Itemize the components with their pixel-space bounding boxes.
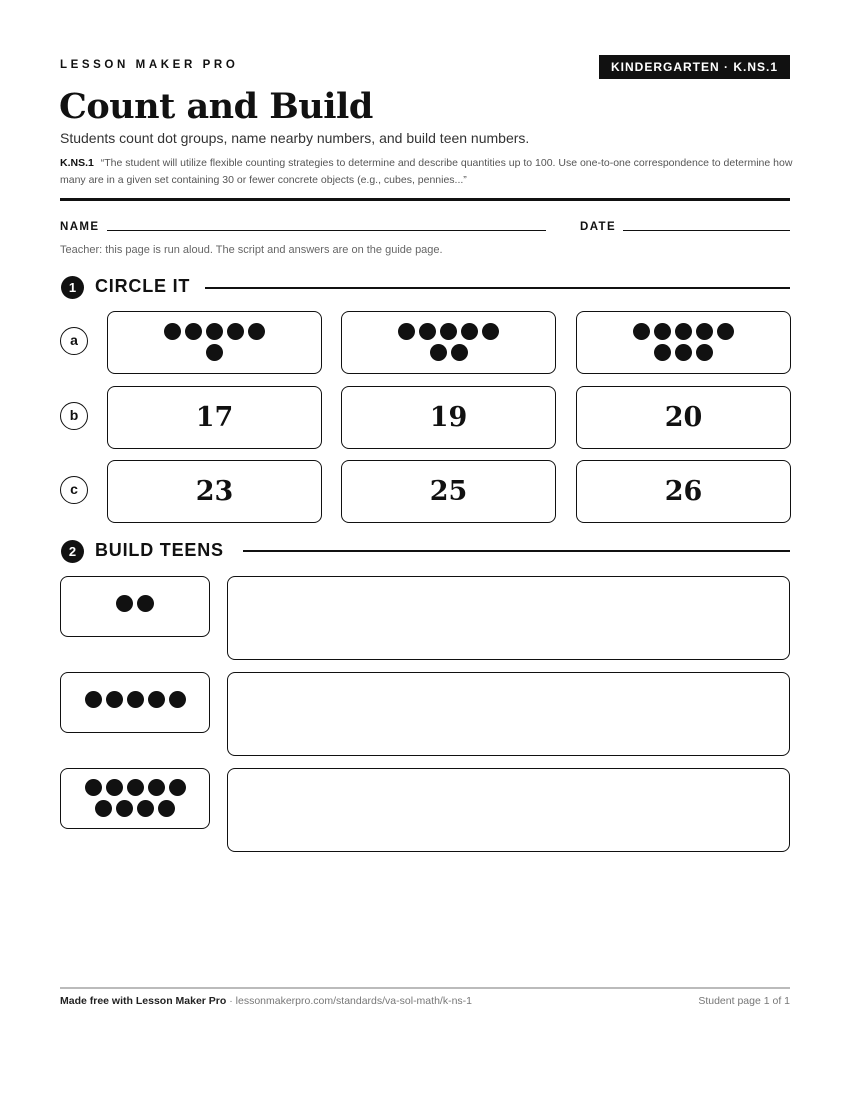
number-card[interactable] bbox=[107, 460, 322, 523]
dot bbox=[106, 691, 123, 708]
number-card[interactable] bbox=[576, 460, 791, 523]
dot bbox=[95, 800, 112, 817]
number-value: 17 bbox=[195, 402, 234, 433]
dot bbox=[148, 691, 165, 708]
dot-row bbox=[577, 344, 790, 361]
dot bbox=[248, 323, 265, 340]
teen-dot-card bbox=[60, 672, 210, 733]
row-letter-a: a bbox=[60, 327, 88, 355]
number-value: 26 bbox=[664, 476, 703, 507]
dot bbox=[158, 800, 175, 817]
teen-answer-box[interactable] bbox=[227, 672, 790, 756]
dot-card[interactable] bbox=[341, 311, 556, 374]
standard-text: “The student will utilize flexible counting strategies to determine and describe quantities up to 100. Use one-to-one correspondence to determine how many are in a given set containing 30 or fewer concrete objects (e.g., cubes, pennies...” bbox=[60, 157, 793, 186]
dot bbox=[137, 595, 154, 612]
number-card[interactable] bbox=[107, 386, 322, 449]
number-value: 19 bbox=[429, 402, 468, 433]
dot-card[interactable] bbox=[107, 311, 322, 374]
number-card[interactable] bbox=[576, 386, 791, 449]
dot bbox=[430, 344, 447, 361]
number-value: 25 bbox=[429, 476, 468, 507]
dot bbox=[169, 779, 186, 796]
dot bbox=[227, 323, 244, 340]
dot bbox=[127, 691, 144, 708]
dot-row bbox=[61, 779, 209, 796]
dot bbox=[717, 323, 734, 340]
dot bbox=[696, 344, 713, 361]
number-value: 23 bbox=[195, 476, 234, 507]
dot bbox=[116, 595, 133, 612]
grade-badge: KINDERGARTEN · K.NS.1 bbox=[599, 55, 790, 79]
footer-page-number: Student page 1 of 1 bbox=[698, 995, 790, 1007]
dot bbox=[675, 344, 692, 361]
row-letter-c: c bbox=[60, 476, 88, 504]
dot bbox=[675, 323, 692, 340]
section-2-rule bbox=[243, 550, 790, 552]
footer-separator: · bbox=[226, 995, 236, 1007]
dot-row bbox=[108, 323, 321, 340]
dot-row bbox=[342, 323, 555, 340]
section-2-number: 2 bbox=[61, 540, 84, 563]
teen-answer-box[interactable] bbox=[227, 768, 790, 852]
dot bbox=[116, 800, 133, 817]
number-card[interactable] bbox=[341, 460, 556, 523]
dot bbox=[127, 779, 144, 796]
dot bbox=[654, 344, 671, 361]
teacher-note: Teacher: this page is run aloud. The script and answers are on the guide page. bbox=[60, 244, 443, 256]
dot bbox=[482, 323, 499, 340]
date-label: DATE bbox=[580, 221, 617, 233]
section-1-rule bbox=[205, 287, 790, 289]
teen-dot-card bbox=[60, 576, 210, 637]
dot bbox=[164, 323, 181, 340]
dot bbox=[461, 323, 478, 340]
dot-row bbox=[108, 344, 321, 361]
page-subtitle: Students count dot groups, name nearby numbers, and build teen numbers. bbox=[60, 130, 530, 146]
dot-row bbox=[61, 800, 209, 817]
dot bbox=[398, 323, 415, 340]
number-value: 20 bbox=[664, 402, 703, 433]
dot bbox=[106, 779, 123, 796]
dot bbox=[654, 323, 671, 340]
section-1-number: 1 bbox=[61, 276, 84, 299]
footer-made-with: Made free with Lesson Maker Pro bbox=[60, 995, 227, 1007]
dot bbox=[440, 323, 457, 340]
dot bbox=[206, 323, 223, 340]
dot bbox=[169, 691, 186, 708]
dot bbox=[633, 323, 650, 340]
standard-description bbox=[60, 155, 795, 189]
row-letter-b: b bbox=[60, 402, 88, 430]
dot bbox=[451, 344, 468, 361]
number-card[interactable] bbox=[341, 386, 556, 449]
dot bbox=[419, 323, 436, 340]
dot bbox=[206, 344, 223, 361]
dot-row bbox=[61, 595, 209, 612]
dot bbox=[185, 323, 202, 340]
teen-dot-card bbox=[60, 768, 210, 829]
dot-row bbox=[577, 323, 790, 340]
date-line[interactable] bbox=[623, 230, 790, 231]
page-title: Count and Build bbox=[59, 86, 373, 127]
teen-answer-box[interactable] bbox=[227, 576, 790, 660]
section-2-title: BUILD TEENS bbox=[95, 540, 224, 560]
footer-divider bbox=[60, 987, 790, 989]
footer-credit bbox=[60, 995, 472, 1007]
dot bbox=[696, 323, 713, 340]
footer-url[interactable]: lessonmakerpro.com/standards/va-sol-math/k-ns-1 bbox=[235, 995, 472, 1007]
dot bbox=[148, 779, 165, 796]
brand-name: LESSON MAKER PRO bbox=[60, 59, 239, 71]
section-1-title: CIRCLE IT bbox=[95, 276, 191, 296]
dot-row bbox=[342, 344, 555, 361]
header-divider bbox=[60, 198, 790, 201]
dot bbox=[85, 779, 102, 796]
dot bbox=[137, 800, 154, 817]
dot bbox=[85, 691, 102, 708]
name-label: NAME bbox=[60, 221, 100, 233]
standard-code: K.NS.1 bbox=[60, 157, 94, 169]
name-line[interactable] bbox=[107, 230, 546, 231]
dot-row bbox=[61, 691, 209, 708]
dot-card[interactable] bbox=[576, 311, 791, 374]
